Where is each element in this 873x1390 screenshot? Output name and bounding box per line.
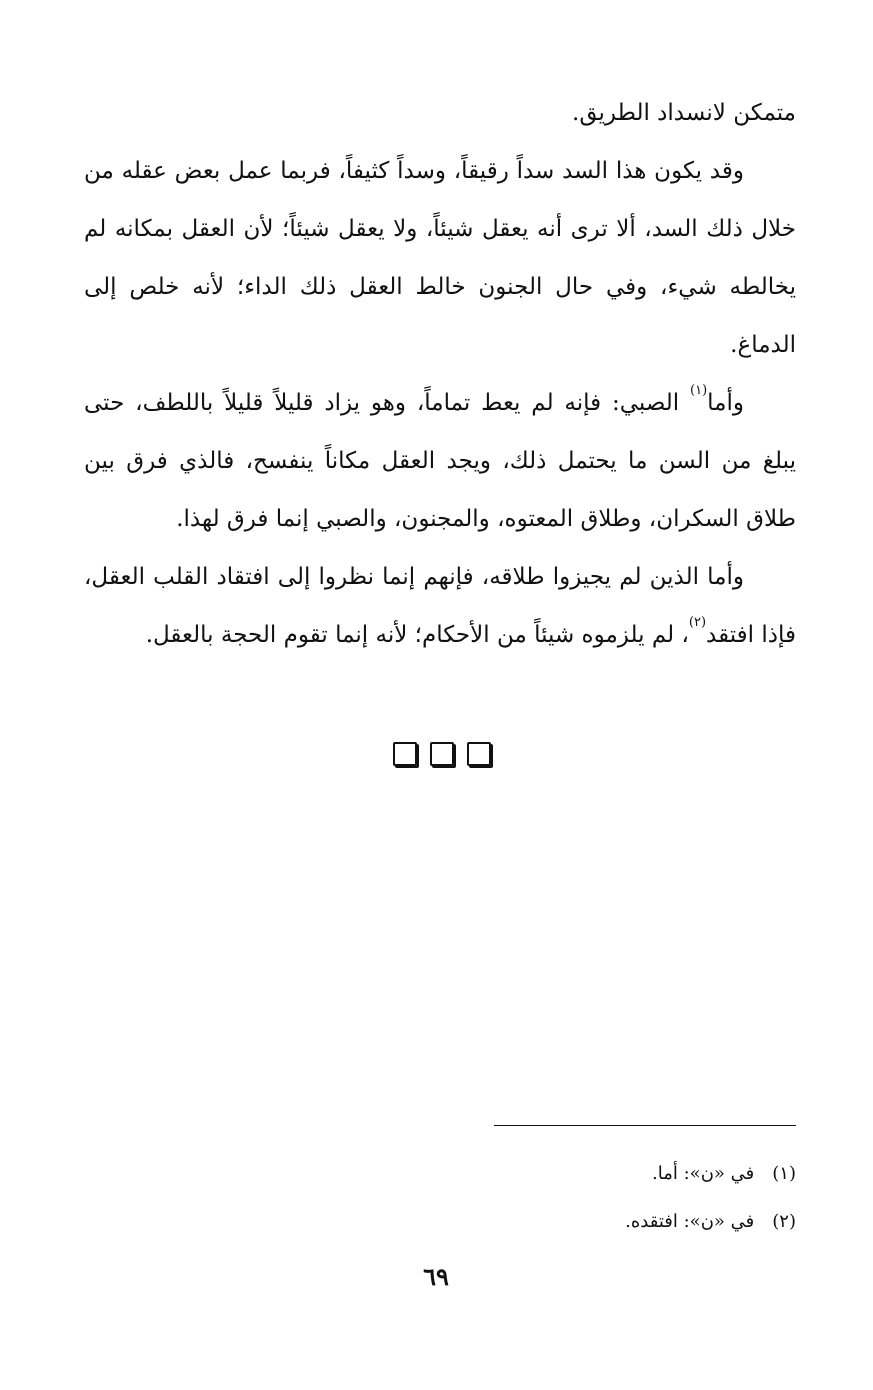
paragraph-3 xyxy=(84,374,796,548)
footnote-1-text: في «ن»: أما. xyxy=(652,1163,755,1184)
ornament-square-icon xyxy=(467,742,491,766)
paragraph-1 xyxy=(84,84,796,142)
paragraph-4 xyxy=(84,548,796,664)
footnote-2 xyxy=(300,1198,796,1246)
footnote-2-text: في «ن»: افتقده. xyxy=(625,1211,755,1232)
main-text xyxy=(84,84,796,664)
page-number: ٦٩ xyxy=(423,1262,449,1291)
footnote-1 xyxy=(300,1150,796,1198)
paragraph-1-text: متمكن لانسداد الطريق. xyxy=(572,100,796,126)
section-end-ornament xyxy=(393,742,491,768)
footnote-separator xyxy=(494,1125,796,1126)
footnote-ref-2[interactable]: (٢) xyxy=(688,615,707,630)
paragraph-3-text-b: الصبي: فإنه لم يعط تماماً، وهو يزاد قليلاً قليلاً باللطف، حتى يبلغ من السن ما يحتمل ذلك، ويجد العقل مكاناً ينفسح، فالذي فرق بين طلاق السكران، وطلاق المعتوه، والمجنون، والصبي إنما فرق لهذا. xyxy=(84,390,796,532)
paragraph-4-text-b: ، لم يلزموه شيئاً من الأحكام؛ لأنه إنما تقوم الحجة بالعقل. xyxy=(145,622,689,648)
footnote-ref-1[interactable]: (١) xyxy=(690,383,708,398)
footnote-2-number: (٢) xyxy=(772,1211,796,1232)
paragraph-2-text: وقد يكون هذا السد سداً رقيقاً، وسداً كثيفاً، فربما عمل بعض عقله من خلال ذلك السد، ألا ترى أنه يعقل شيئاً، ولا يعقل شيئاً؛ لأن العقل بمكانه لم يخالطه شيء، وفي حال الجنون خالط العقل ذلك الداء؛ لأنه خلص إلى الدماغ. xyxy=(84,158,796,358)
footnotes xyxy=(300,1150,796,1246)
footnote-1-number: (١) xyxy=(772,1163,796,1184)
paragraph-3-text-a: وأما xyxy=(707,390,744,416)
ornament-square-icon xyxy=(430,742,454,766)
ornament-square-icon xyxy=(393,742,417,766)
paragraph-2 xyxy=(84,142,796,374)
paragraph-4-text-a: وأما الذين لم يجيزوا طلاقه، فإنهم إنما نظروا إلى افتقاد القلب العقل، فإذا افتقد xyxy=(84,564,796,648)
